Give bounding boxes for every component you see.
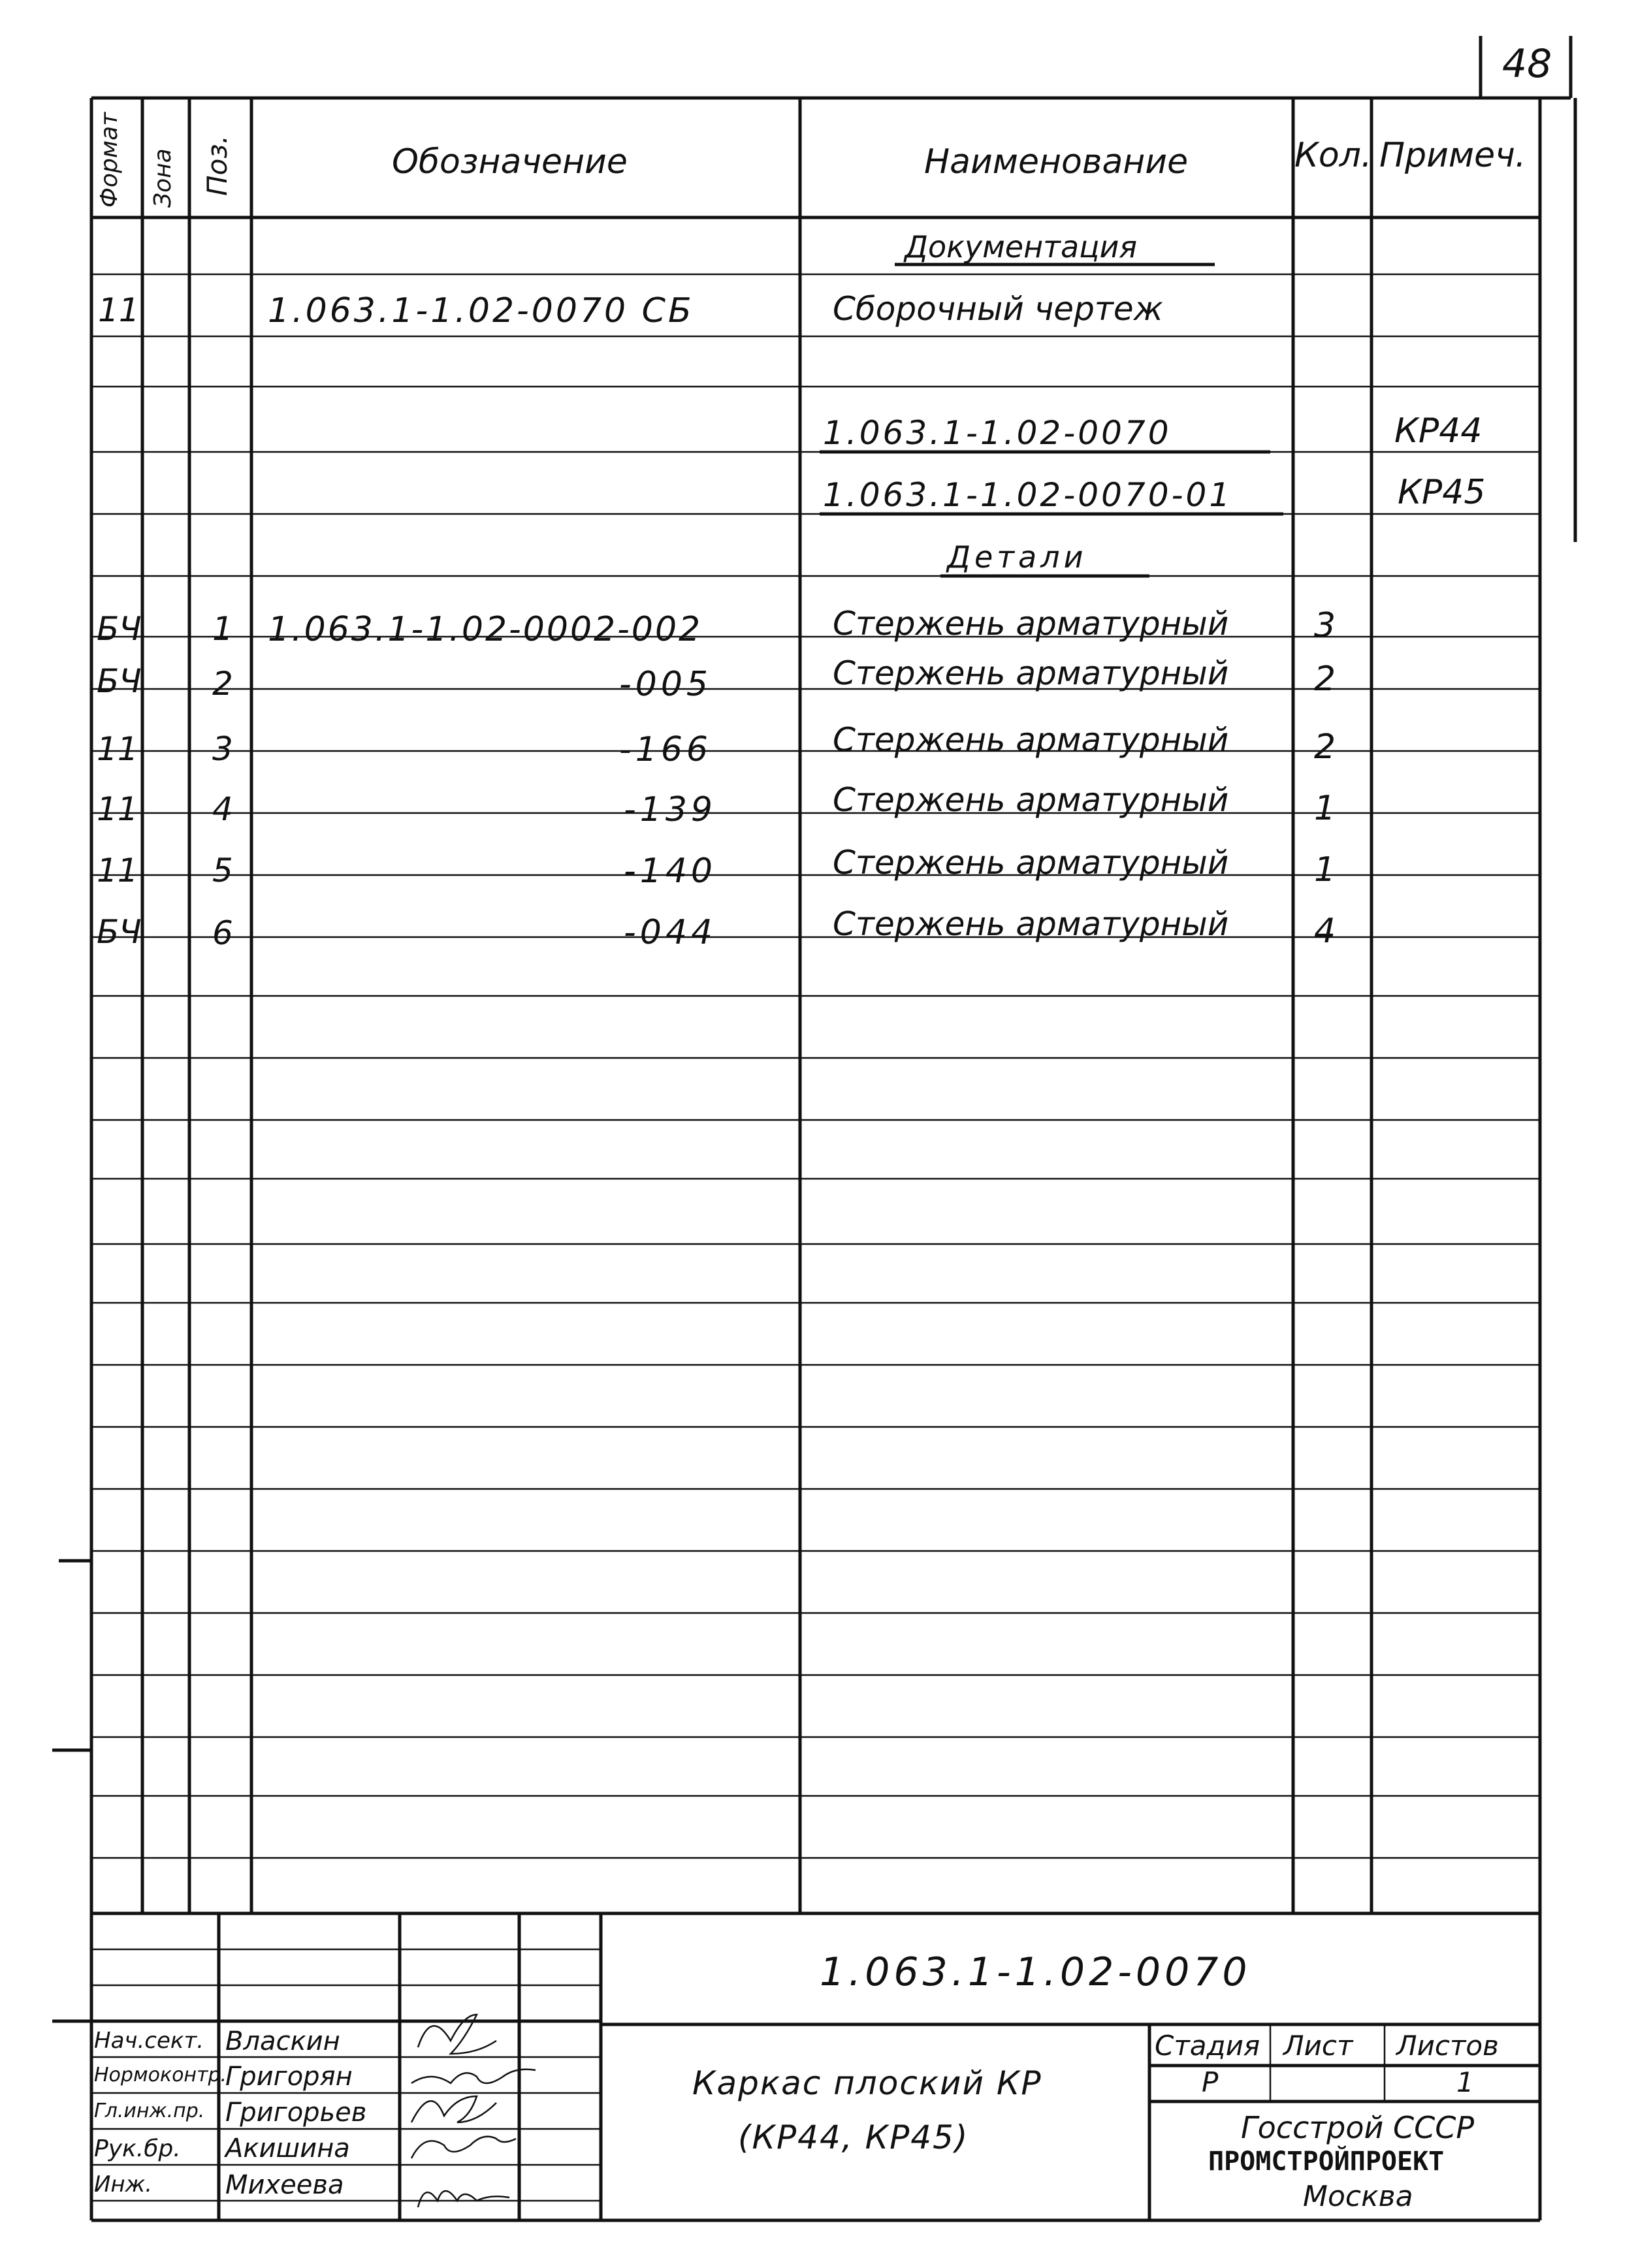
part-pos: 6: [212, 914, 233, 952]
part-name: Стержень арматурный: [833, 905, 1229, 943]
part-format: БЧ: [97, 610, 142, 648]
doc-designation: 1.063.1-1.02-0070 СБ: [268, 291, 694, 330]
signature-2: [411, 2069, 536, 2083]
part-designation: -005: [619, 665, 713, 704]
sheets-label: Листов: [1396, 2030, 1499, 2062]
org-line3: Москва: [1303, 2180, 1413, 2213]
part-name: Стержень арматурный: [833, 781, 1229, 819]
org-line1: Госстрой СССР: [1241, 2110, 1475, 2145]
signature-role: Нач.сект.: [94, 2028, 204, 2054]
part-format: 11: [97, 852, 138, 889]
header-zone: Зона: [150, 148, 176, 208]
section-parts: Детали: [947, 539, 1087, 575]
part-pos: 3: [212, 730, 233, 768]
signature-role: Нормоконтр.: [94, 2064, 227, 2086]
part-name: Стержень арматурный: [833, 654, 1229, 692]
sheet-number: 48: [1502, 41, 1552, 87]
part-qty: 4: [1314, 912, 1336, 951]
signature-4: [411, 2137, 516, 2158]
header-pos: Поз.: [201, 135, 233, 196]
part-qty: 1: [1314, 789, 1336, 828]
part-name: Стержень арматурный: [833, 844, 1229, 882]
part-format: БЧ: [97, 913, 142, 951]
variant-note: КР44: [1394, 411, 1483, 451]
signature-name: Григорян: [225, 2062, 353, 2092]
part-designation: -139: [624, 790, 717, 829]
part-qty: 3: [1314, 606, 1336, 645]
variant-note: КР45: [1398, 473, 1486, 512]
signature-name: Власкин: [225, 2026, 340, 2056]
signature-role: Инж.: [94, 2171, 153, 2197]
part-qty: 1: [1314, 850, 1336, 889]
document-code: 1.063.1-1.02-0070: [820, 1949, 1251, 1995]
signature-5: [418, 2191, 509, 2207]
stage-label: Стадия: [1155, 2030, 1260, 2062]
part-pos: 5: [212, 852, 233, 889]
signature-3: [411, 2096, 496, 2122]
part-qty: 2: [1314, 660, 1336, 699]
sheets-value: 1: [1456, 2066, 1474, 2098]
signature-role: Гл.инж.пр.: [94, 2100, 205, 2122]
part-format: 11: [97, 730, 138, 768]
signature-name: Григорьев: [225, 2098, 367, 2128]
header-format: Формат: [96, 112, 123, 208]
variant-code: 1.063.1-1.02-0070-01: [823, 476, 1233, 514]
part-designation: -044: [624, 913, 717, 952]
stage-value: Р: [1202, 2066, 1219, 2098]
part-designation: -166: [619, 730, 713, 769]
part-designation: -140: [624, 852, 717, 891]
sheet-label: Лист: [1283, 2030, 1353, 2062]
header-qty: Кол.: [1294, 136, 1372, 175]
part-pos: 1: [212, 610, 233, 648]
doc-format: 11: [98, 291, 140, 329]
part-qty: 2: [1314, 727, 1336, 767]
variant-code: 1.063.1-1.02-0070: [823, 414, 1172, 452]
doc-name: Сборочный чертеж: [833, 290, 1163, 328]
signature-name: Михеева: [225, 2170, 344, 2200]
part-pos: 4: [212, 790, 233, 828]
signature-role: Рук.бр.: [94, 2135, 181, 2162]
part-format: БЧ: [97, 662, 142, 700]
part-format: 11: [97, 790, 138, 828]
part-designation: 1.063.1-1.02-0002-002: [268, 610, 703, 649]
header-name: Наименование: [924, 142, 1189, 182]
title-line1: Каркас плоский КР: [692, 2064, 1042, 2102]
part-pos: 2: [212, 665, 233, 703]
section-documentation: Документация: [905, 229, 1138, 264]
title-line2: (КР44, КР45): [738, 2118, 969, 2156]
org-line2: ПРОМСТРОЙПРОЕКТ: [1208, 2147, 1445, 2177]
header-designation: Обозначение: [392, 142, 628, 182]
signature-name: Акишина: [225, 2133, 350, 2164]
header-note: Примеч.: [1379, 136, 1526, 175]
part-name: Стержень арматурный: [833, 721, 1229, 759]
part-name: Стержень арматурный: [833, 605, 1229, 643]
